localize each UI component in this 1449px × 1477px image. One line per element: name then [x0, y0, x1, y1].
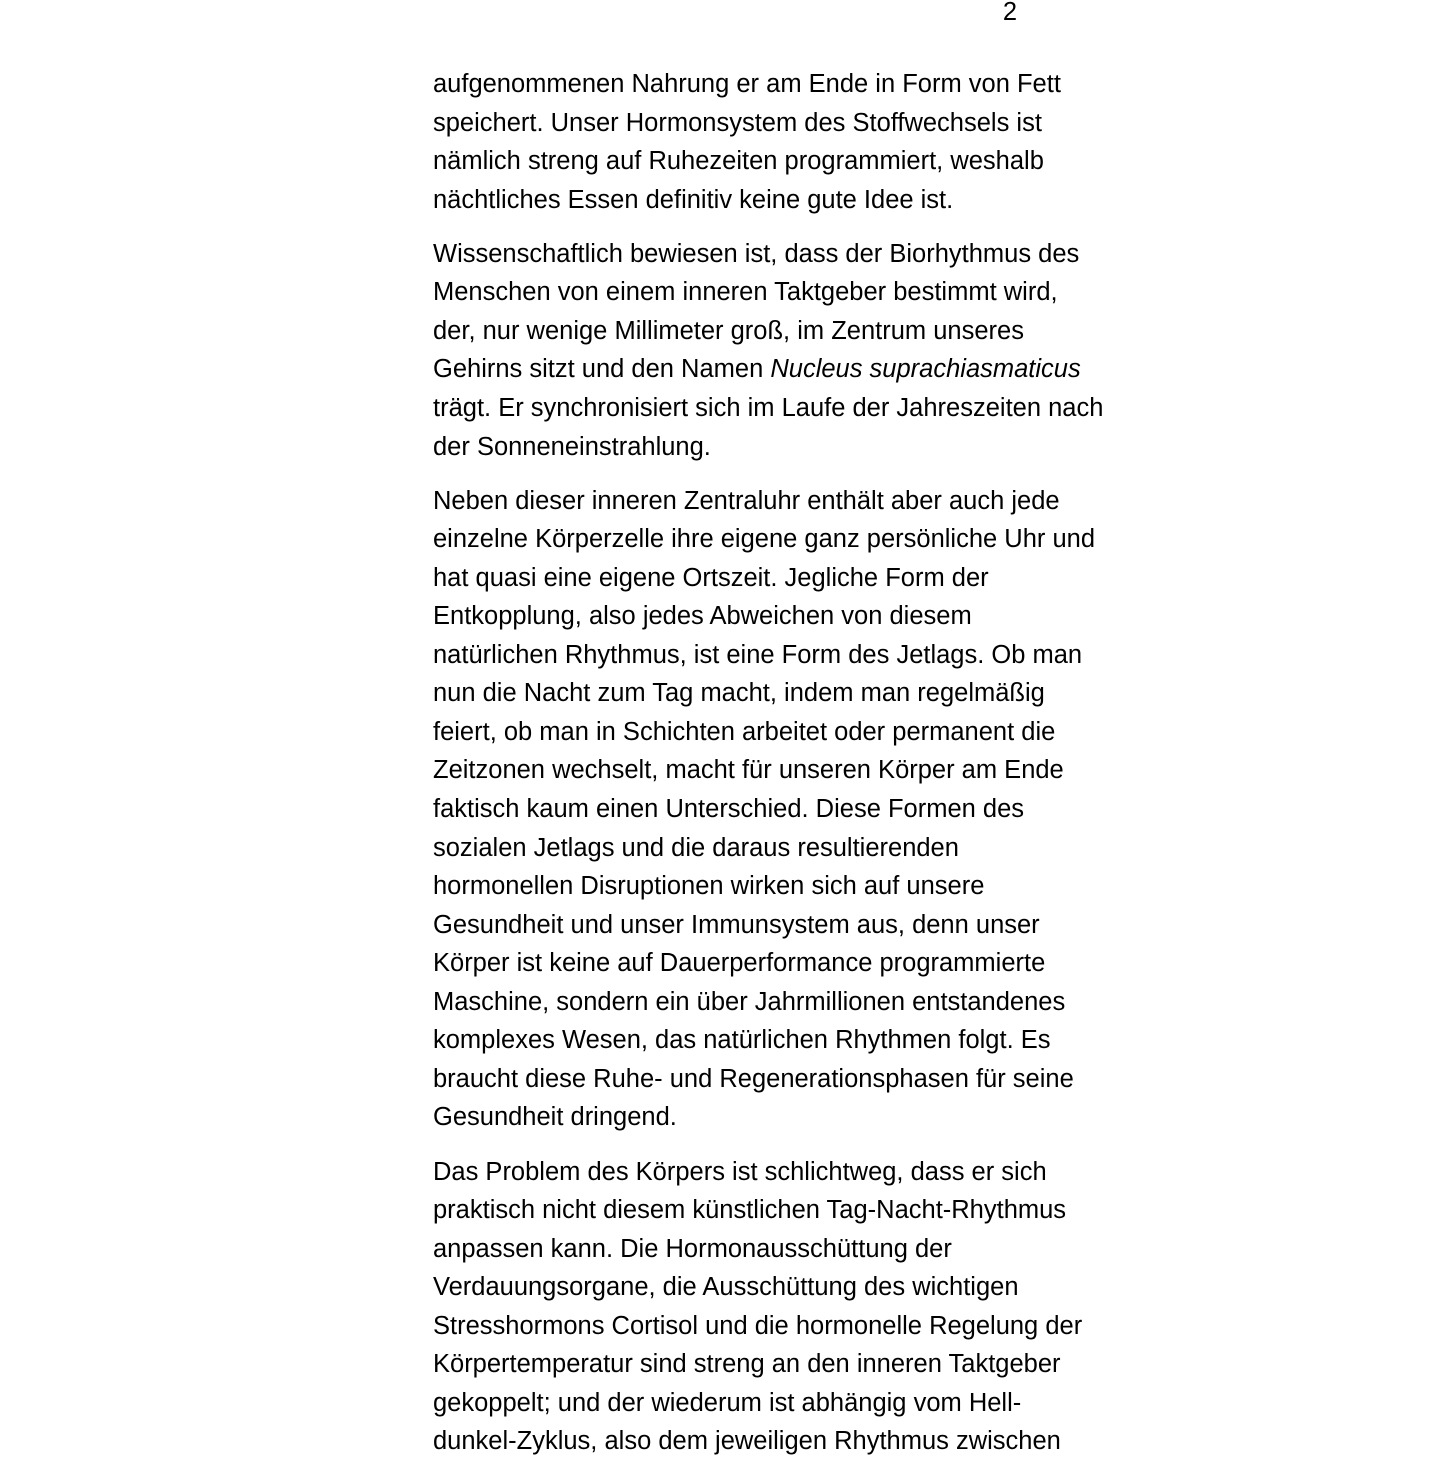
text-line — [433, 350, 1081, 389]
text-line: hormonellen Disruptionen wirken sich auf unsere — [433, 872, 985, 901]
text-line: aufgenommenen Nahrung er am Ende in Form von Fett — [433, 70, 1061, 98]
paragraph — [433, 65, 1061, 219]
text-line: hat quasi eine eigene Ortszeit. Jegliche Form der — [433, 563, 989, 592]
text-line: Entkopplung, also jedes Abweichen von diesem — [433, 602, 972, 631]
text-line: einzelne Körperzelle ihre eigene ganz persönliche Uhr und — [433, 525, 1096, 554]
text-line: Neben dieser inneren Zentraluhr enthält aber auch jede — [433, 486, 1060, 515]
text-line: der, nur wenige Millimeter groß, im Zentrum unseres — [433, 316, 1024, 345]
text-line: faktisch kaum einen Unterschied. Diese Formen des — [433, 795, 1025, 824]
text-line: nun die Nacht zum Tag macht, indem man regelmäßig — [433, 679, 1045, 708]
text-line: Gesundheit und unser Immunsystem aus, denn unser — [433, 910, 1040, 939]
text-line: nächtliches Essen definitiv keine gute Idee ist. — [433, 185, 954, 214]
text-line: feiert, ob man in Schichten arbeitet oder permanent die — [433, 717, 1056, 746]
text-line: Wissenschaftlich bewiesen ist, dass der Biorhythmus des — [433, 239, 1080, 268]
text-line: sozialen Jetlags und die daraus resultierenden — [433, 833, 959, 862]
paragraph — [433, 235, 1104, 466]
text-line: der Sonneneinstrahlung. — [433, 432, 711, 461]
text-line: Zeitzonen wechselt, macht für unseren Körper am Ende — [433, 756, 1064, 785]
text-line: natürlichen Rhythmus, ist eine Form des Jetlags. Ob man — [433, 640, 1083, 669]
text-line: Körpertemperatur sind streng an den inneren Taktgeber — [433, 1350, 1061, 1379]
text-line: Körper ist keine auf Dauerperformance programmierte — [433, 949, 1046, 978]
text-line: speichert. Unser Hormonsystem des Stoffwechsels ist — [433, 108, 1042, 137]
text-line: trägt. Er synchronisiert sich im Laufe der Jahreszeiten nach — [433, 393, 1104, 422]
paragraph — [433, 1153, 1083, 1461]
text-line: Stresshormons Cortisol und die hormonelle Regelung der — [433, 1311, 1083, 1340]
document-body-text — [433, 65, 1104, 1477]
text-line: praktisch nicht diesem künstlichen Tag-Nacht-Rhythmus — [433, 1196, 1067, 1225]
text-line: nämlich streng auf Ruhezeiten programmiert, weshalb — [433, 147, 1044, 176]
text-line: dunkel-Zyklus, also dem jeweiligen Rhythmus zwischen — [433, 1427, 1061, 1456]
text-line: Das Problem des Körpers ist schlichtweg, dass er sich — [433, 1157, 1047, 1186]
text-line: anpassen kann. Die Hormonausschüttung der — [433, 1234, 952, 1263]
text-line: Verdauungsorgane, die Ausschüttung des wichtigen — [433, 1273, 1019, 1302]
page-number: 2 — [1002, 0, 1017, 26]
text-line: Menschen von einem inneren Taktgeber bestimmt wird, — [433, 278, 1058, 307]
text-line: braucht diese Ruhe- und Regenerationsphasen für seine — [433, 1064, 1074, 1093]
text-line: komplexes Wesen, das natürlichen Rhythmen folgt. Es — [433, 1026, 1051, 1055]
paragraph — [433, 482, 1096, 1137]
latin-term-italic: Nucleus suprachiasmaticus — [770, 355, 1081, 384]
text-line: Gesundheit dringend. — [433, 1103, 677, 1132]
text-line: gekoppelt; und der wiederum ist abhängig vom Hell- — [433, 1388, 1022, 1417]
text-segment: Gehirns sitzt und den Namen — [433, 355, 771, 384]
text-line: Maschine, sondern ein über Jahrmillionen entstandenes — [433, 987, 1066, 1016]
